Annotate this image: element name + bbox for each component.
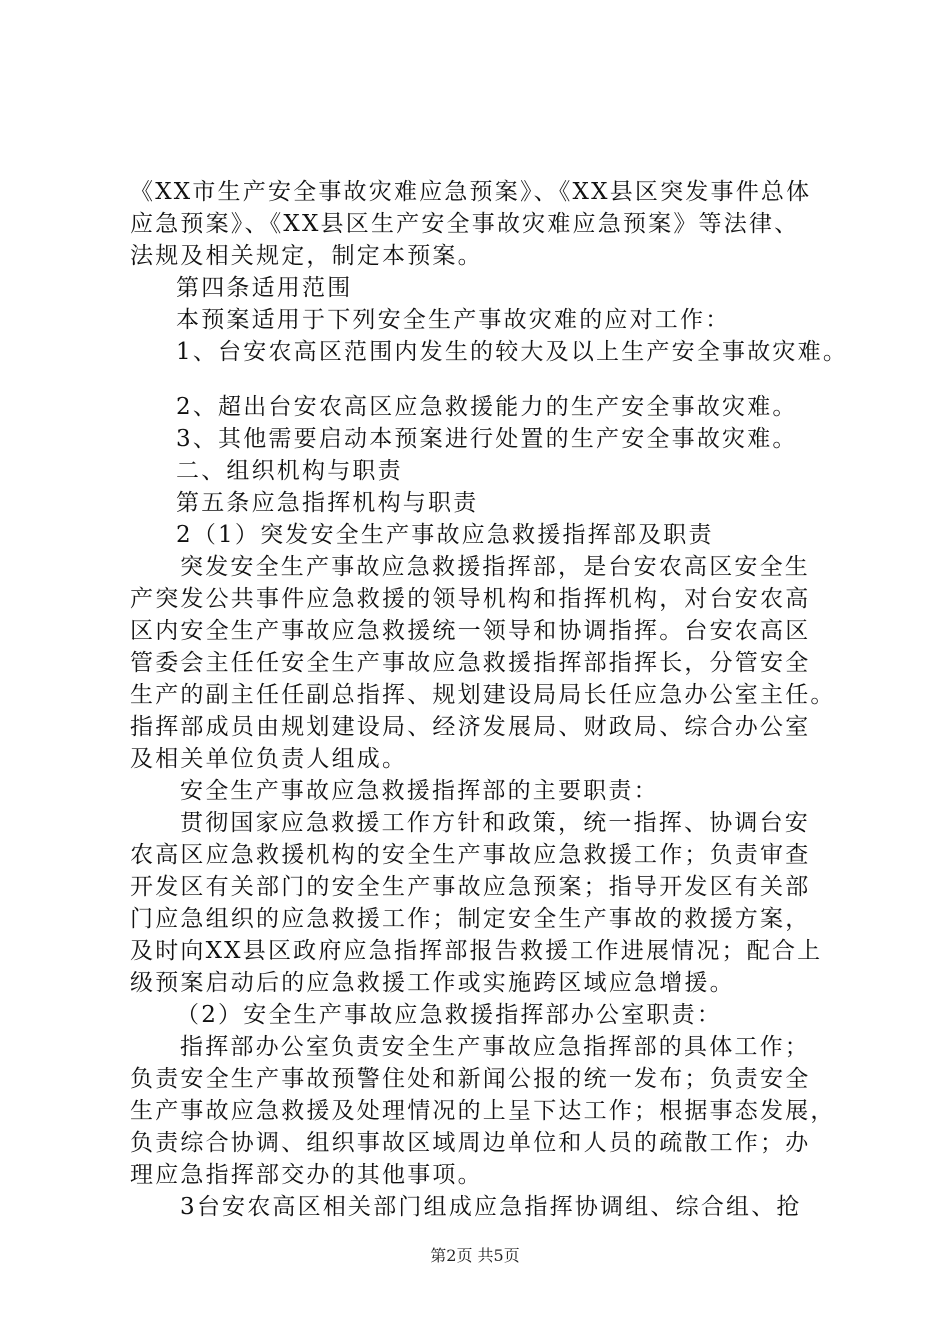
section-heading: 第四条适用范围 <box>176 275 353 301</box>
page-number-footer: 第2页 共5页 <box>430 1246 520 1265</box>
section-heading: 第五条应急指挥机构与职责 <box>176 490 479 516</box>
text-line: 生产的副主任任副总指挥、规划建设局局长任应急办公室主任。 <box>130 682 836 708</box>
text-line: 及相关单位负责人组成。 <box>130 746 408 772</box>
text-line: 门应急组织的应急救援工作；制定安全生产事故的救援方案， <box>130 906 811 932</box>
subsection-heading: 2（1）突发安全生产事故应急救援指挥部及职责 <box>176 522 714 548</box>
text-line: 管委会主任任安全生产事故应急救援指挥部指挥长，分管安全 <box>130 650 811 676</box>
text-line: 产突发公共事件应急救援的领导机构和指挥机构，对台安农高 <box>130 586 811 612</box>
text-line: 指挥部办公室负责安全生产事故应急指挥部的具体工作； <box>180 1034 810 1060</box>
text-line: 开发区有关部门的安全生产事故应急预案；指导开发区有关部 <box>130 874 811 900</box>
text-line: 区内安全生产事故应急救援统一领导和协调指挥。台安农高区 <box>130 618 811 644</box>
list-item: 3、其他需要启动本预案进行处置的生产安全事故灾难。 <box>176 426 798 452</box>
text-line: 贯彻国家应急救援工作方针和政策，统一指挥、协调台安 <box>180 810 810 836</box>
text-line: 农高区应急救援机构的安全生产事故应急救援工作；负责审查 <box>130 842 811 868</box>
text-line: 级预案启动后的应急救援工作或实施跨区域应急增援。 <box>130 970 735 996</box>
list-item: 2、超出台安农高区应急救援能力的生产安全事故灾难。 <box>176 394 798 420</box>
text-line: 3台安农高区相关部门组成应急指挥协调组、综合组、抢 <box>180 1194 802 1220</box>
text-line: 安全生产事故应急救援指挥部的主要职责： <box>180 778 659 804</box>
subsection-heading: （2）安全生产事故应急救援指挥部办公室职责： <box>176 1002 723 1028</box>
text-line: 突发安全生产事故应急救援指挥部，是台安农高区安全生 <box>180 554 810 580</box>
text-line: 应急预案》、《XX县区生产安全事故灾难应急预案》等法律、 <box>130 211 800 237</box>
list-item: 1、台安农高区范围内发生的较大及以上生产安全事故灾难。 <box>176 339 849 365</box>
section-heading: 二、组织机构与职责 <box>176 458 403 484</box>
text-line: 理应急指挥部交办的其他事项。 <box>130 1162 483 1188</box>
text-line: 《XX市生产安全事故灾难应急预案》、《XX县区突发事件总体 <box>130 179 812 205</box>
text-line: 负责综合协调、组织事故区域周边单位和人员的疏散工作；办 <box>130 1130 811 1156</box>
text-line: 负责安全生产事故预警住处和新闻公报的统一发布；负责安全 <box>130 1066 811 1092</box>
text-line: 法规及相关规定，制定本预案。 <box>130 243 483 269</box>
text-line: 本预案适用于下列安全生产事故灾难的应对工作： <box>176 307 731 333</box>
text-line: 指挥部成员由规划建设局、经济发展局、财政局、综合办公室 <box>130 714 811 740</box>
text-line: 生产事故应急救援及处理情况的上呈下达工作；根据事态发展， <box>130 1098 836 1124</box>
text-line: 及时向XX县区政府应急指挥部报告救援工作进展情况；配合上 <box>130 938 823 964</box>
